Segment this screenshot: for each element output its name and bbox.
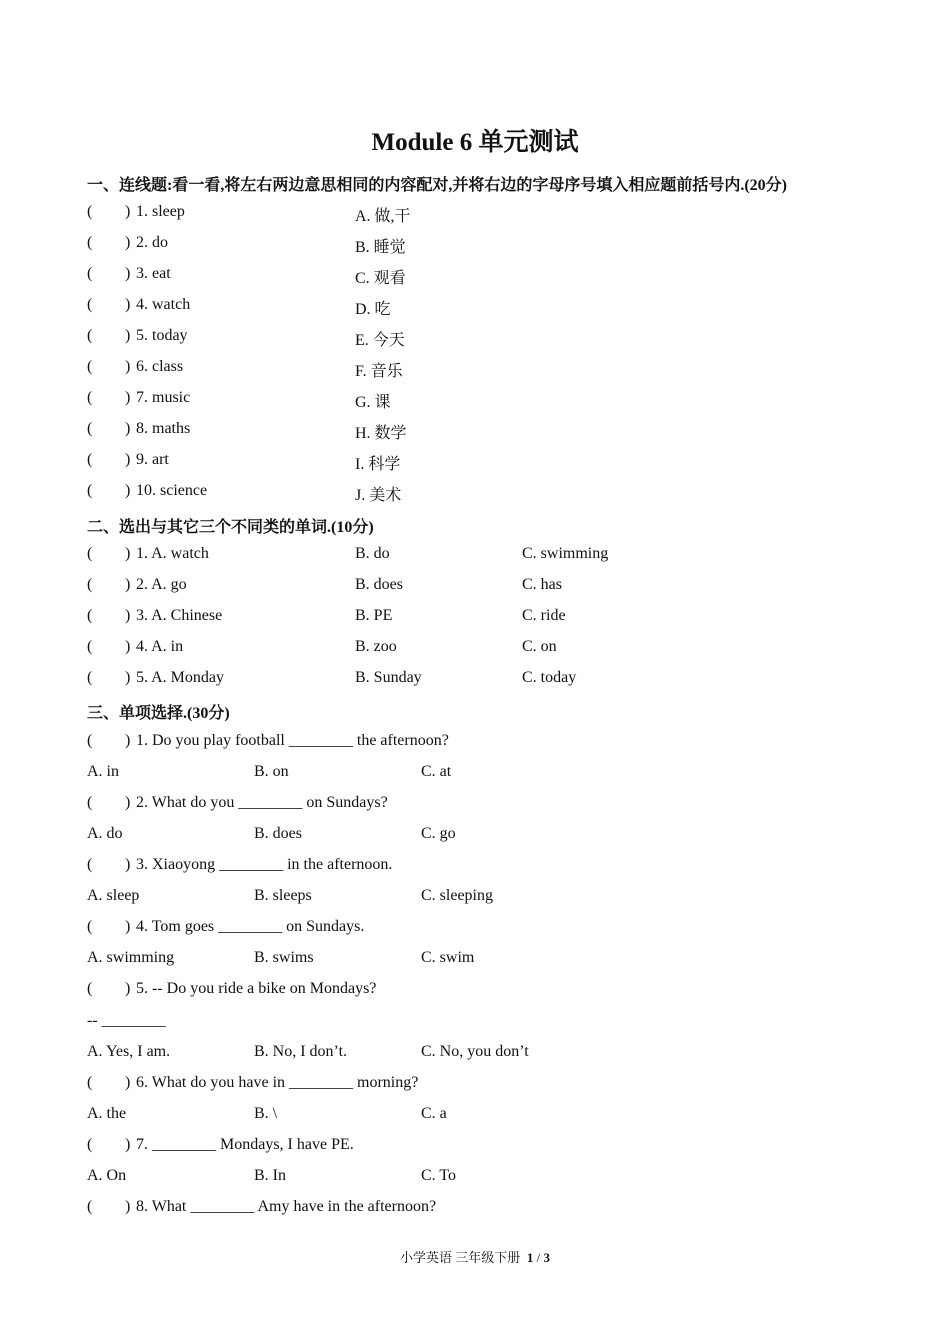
match-option: G. 课 xyxy=(355,394,391,411)
question-text: 7. ________ Mondays, I have PE. xyxy=(136,1136,354,1153)
question-text: 6. class xyxy=(136,358,184,375)
match-option: I. 科学 xyxy=(355,456,401,473)
option-b: B. \ xyxy=(254,1105,278,1122)
page-number: 1 xyxy=(526,1250,534,1265)
option-c: C. No, you don’t xyxy=(421,1043,529,1060)
match-option: B. 睡觉 xyxy=(355,239,406,256)
question-text: 4. watch xyxy=(136,296,191,313)
option-c: C. a xyxy=(421,1105,447,1122)
option-a: A. swimming xyxy=(87,949,175,966)
option-a: A. sleep xyxy=(87,887,140,904)
option-c: C. sleeping xyxy=(421,887,493,904)
option-b: B. do xyxy=(355,545,390,562)
section2-heading: 二、选出与其它三个不同类的单词.(10分) xyxy=(87,519,374,536)
option-c: C. today xyxy=(522,669,577,686)
question-text: 6. What do you have in ________ morning? xyxy=(136,1074,419,1091)
match-option: C. 观看 xyxy=(355,270,406,287)
option-a: 2. A. go xyxy=(136,576,187,593)
question-text: 9. art xyxy=(136,451,169,468)
option-c: C. at xyxy=(421,763,452,780)
option-a: 3. A. Chinese xyxy=(136,607,223,624)
match-option: H. 数学 xyxy=(355,425,407,442)
page-separator: / xyxy=(533,1250,544,1265)
match-option: A. 做,干 xyxy=(355,208,411,225)
option-a: A. the xyxy=(87,1105,127,1122)
option-a: 5. A. Monday xyxy=(136,669,224,686)
option-b: B. swims xyxy=(254,949,314,966)
question-text: 3. Xiaoyong ________ in the afternoon. xyxy=(136,856,393,873)
match-option: F. 音乐 xyxy=(355,363,403,380)
match-option: J. 美术 xyxy=(355,487,402,504)
question-text: 8. What ________ Amy have in the afternoon? xyxy=(136,1198,437,1215)
reply-blank: -- ________ xyxy=(87,1012,166,1029)
section3-heading: 三、单项选择.(30分) xyxy=(87,705,230,722)
question-text: 7. music xyxy=(136,389,191,406)
question-text: 2. What do you ________ on Sundays? xyxy=(136,794,388,811)
option-c: C. To xyxy=(421,1167,457,1184)
option-b: B. In xyxy=(254,1167,286,1184)
question-text: 1. sleep xyxy=(136,203,185,220)
section1-heading: 一、连线题:看一看,将左右两边意思相同的内容配对,并将右边的字母序号填入相应题前括号内.(20分) xyxy=(87,177,787,194)
question-text: 5. today xyxy=(136,327,188,344)
option-c: C. has xyxy=(522,576,562,593)
option-b: B. does xyxy=(355,576,403,593)
page-title: Module 6 单元测试 xyxy=(371,129,579,156)
option-c: C. swim xyxy=(421,949,475,966)
option-b: B. No, I don’t. xyxy=(254,1043,348,1060)
match-option: D. 吃 xyxy=(355,301,391,318)
option-b: B. Sunday xyxy=(355,669,422,686)
option-c: C. go xyxy=(421,825,456,842)
option-b: B. does xyxy=(254,825,302,842)
option-c: C. swimming xyxy=(522,545,609,562)
page-total: 3 xyxy=(543,1250,550,1265)
match-option: E. 今天 xyxy=(355,332,405,349)
question-text: 3. eat xyxy=(136,265,171,282)
option-b: B. on xyxy=(254,763,289,780)
question-text: 2. do xyxy=(136,234,168,251)
page-footer xyxy=(0,1247,950,1266)
question-text: 10. science xyxy=(136,482,208,499)
option-b: B. zoo xyxy=(355,638,397,655)
option-a: A. On xyxy=(87,1167,127,1184)
question-text: 4. Tom goes ________ on Sundays. xyxy=(136,918,365,935)
option-a: A. do xyxy=(87,825,123,842)
option-b: B. PE xyxy=(355,607,393,624)
question-text: 5. -- Do you ride a bike on Mondays? xyxy=(136,980,377,997)
option-c: C. on xyxy=(522,638,557,655)
option-c: C. ride xyxy=(522,607,566,624)
footer-label: 小学英语 三年级下册 xyxy=(400,1250,521,1265)
question-text: 1. Do you play football ________ the afternoon? xyxy=(136,732,449,749)
option-a: 1. A. watch xyxy=(136,545,209,562)
option-a: A. Yes, I am. xyxy=(87,1043,171,1060)
option-a: A. in xyxy=(87,763,119,780)
option-a: 4. A. in xyxy=(136,638,184,655)
question-text: 8. maths xyxy=(136,420,191,437)
option-b: B. sleeps xyxy=(254,887,312,904)
